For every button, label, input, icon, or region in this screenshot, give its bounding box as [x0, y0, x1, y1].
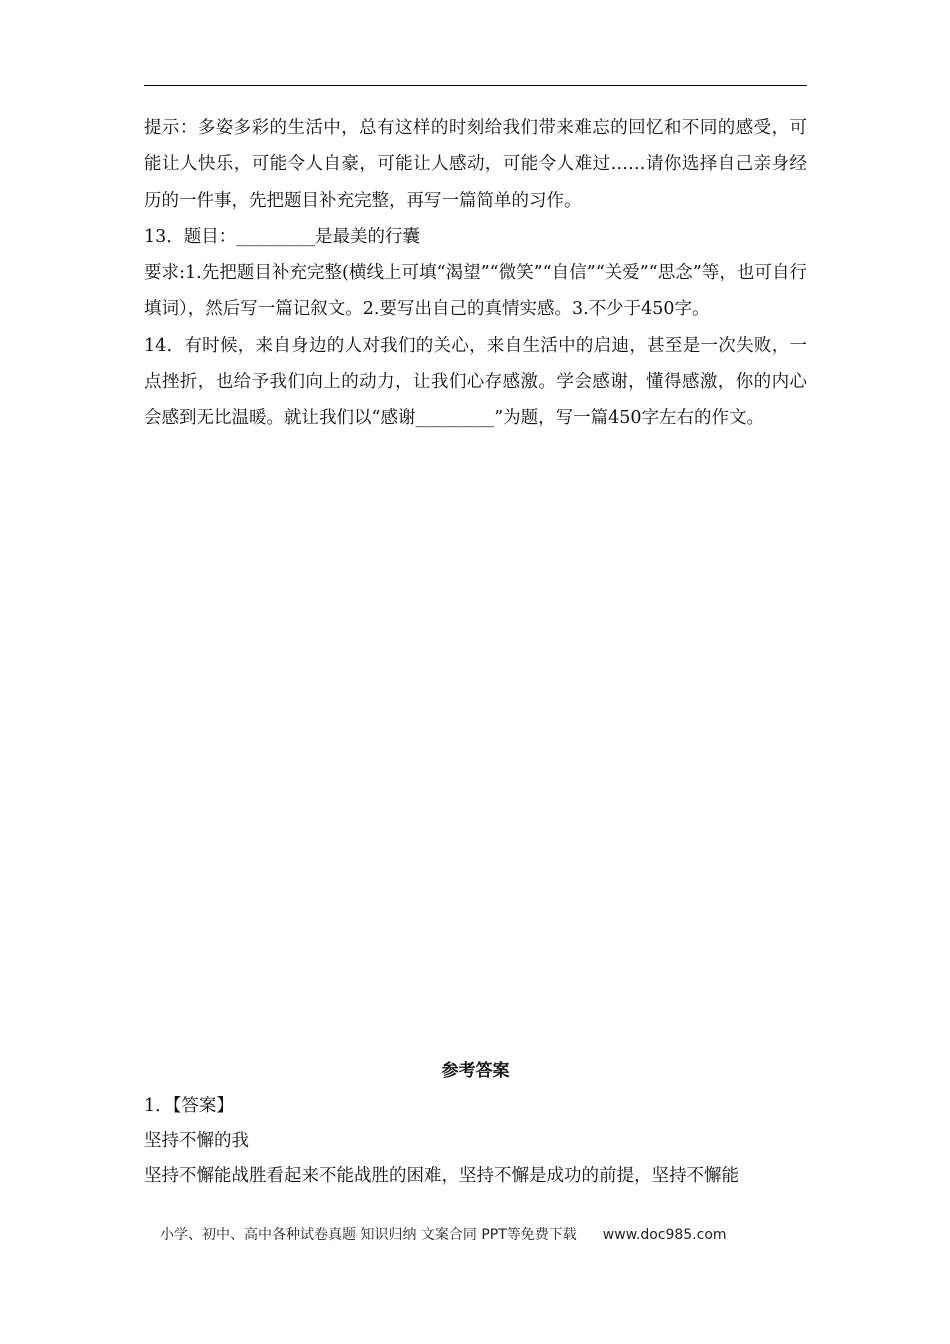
answer-heading: 参考答案: [441, 1061, 510, 1081]
answer-title: 坚持不懈的我: [144, 1131, 249, 1151]
prompt-paragraph: 提示：多姿多彩的生活中，总有这样的时刻给我们带来难忘的回忆和不同的感受，可能让人快乐，可能令人自豪，可能让人感动，可能令人难过……请你选择自己亲身经历的一件事，先把题目补充完整，再写一篇简单的习作。: [144, 118, 807, 211]
question-13-requirements: 要求:1.先把题目补充完整(横线上可填“渴望”“微笑”“自信”“关爱”“思念”等，也可自行填词），然后写一篇记叙文。2.要写出自己的真情实感。3.不少于450字。: [144, 263, 807, 320]
answer-text: 坚持不懈能战胜看起来不能战胜的困难，坚持不懈是成功的前提，坚持不懈能: [144, 1166, 739, 1186]
footer-url[interactable]: www.doc985.com: [602, 1227, 727, 1243]
header-rule: [144, 85, 807, 86]
question-section: [144, 110, 807, 437]
answer-section: [144, 1054, 807, 1194]
footer-text: 小学、初中、高中各种试卷真题 知识归纳 文案合同 PPT等免费下载: [160, 1227, 577, 1243]
question-13-title: 13．题目：_________是最美的行囊: [144, 226, 421, 247]
page-footer: [160, 1224, 800, 1244]
question-14: 14．有时候，来自身边的人对我们的关心，来自生活中的启迪，甚至是一次失败，一点挫折，也给予我们向上的动力，让我们心存感激。学会感谢，懂得感激，你的内心会感到无比温暖。就让我们以“感谢_________”为题，写一篇450字左右的作文。: [144, 335, 807, 429]
answer-label: 1．【答案】: [144, 1096, 234, 1116]
